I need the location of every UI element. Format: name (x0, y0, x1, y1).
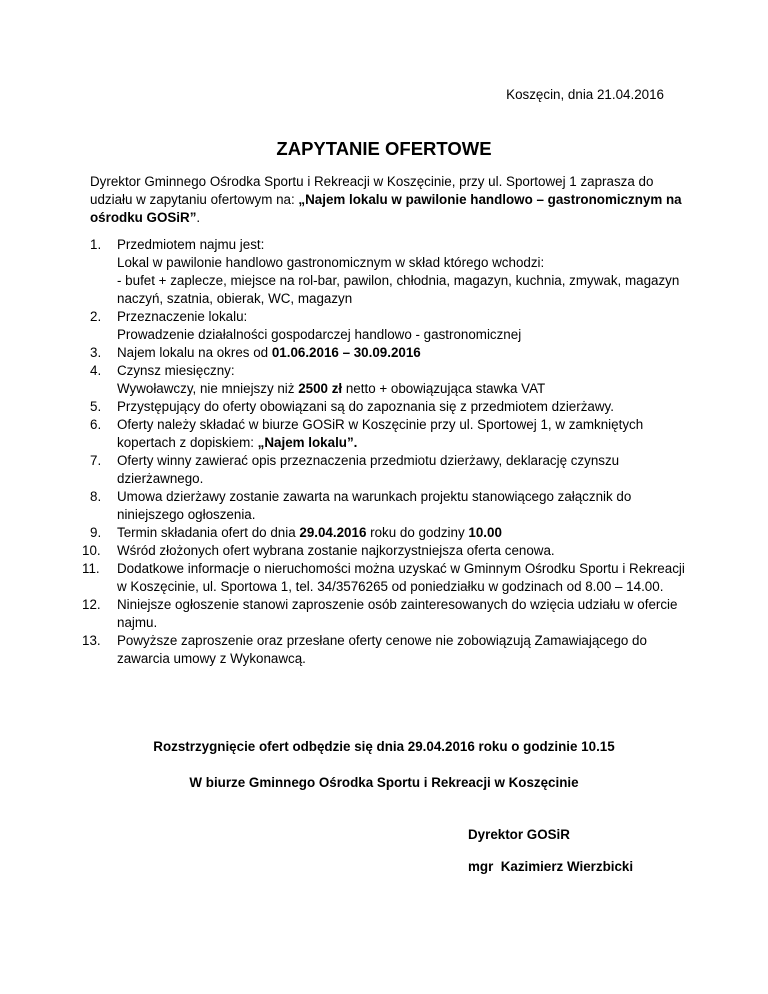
list-item (90, 488, 690, 524)
signature-role: Dyrektor GOSiR (468, 827, 570, 842)
list-item (90, 416, 690, 452)
item-text: Przeznaczenie lokalu: (117, 309, 248, 324)
item-text: netto + obowiązująca stawka VAT (342, 381, 546, 396)
item-bold: 10.00 (468, 525, 502, 540)
item-text: Lokal w pawilonie handlowo gastronomicznym w skład którego wchodzi: (117, 255, 545, 270)
list-item (90, 452, 690, 488)
item-number: 13. (82, 633, 101, 648)
item-bold: 2500 zł (298, 381, 343, 396)
item-number: 6. (90, 417, 102, 432)
item-text: Przystępujący do oferty obowiązani są do zapoznania się z przedmiotem dzierżawy. (117, 399, 614, 414)
date-line: Koszęcin, dnia 21.04.2016 (506, 87, 664, 102)
item-bold: 29.04.2016 (299, 525, 367, 540)
intro-text: Dyrektor Gminnego Ośrodka Sportu i Rekreacji w Koszęcinie, przy ul. Sportowej 1 zaprasza do udziału w zapytaniu ofertowym na: (90, 174, 654, 207)
item-text: - bufet + zaplecze, miejsce na rol-bar, pawilon, chłodnia, magazyn, kuchnia, zmywak, magazyn naczyń, szatnia, obierak, WC, magazyn (117, 273, 680, 306)
item-text: Prowadzenie działalności gospodarczej handlowo - gastronomicznej (117, 327, 522, 342)
item-number: 3. (90, 345, 102, 360)
item-number: 1. (90, 237, 102, 252)
list-item (82, 632, 690, 668)
item-text: Termin składania ofert do dnia (117, 525, 300, 540)
item-text: Przedmiotem najmu jest: (117, 237, 265, 252)
item-text: Powyższe zaproszenie oraz przesłane oferty cenowe nie zobowiązują Zamawiającego do zawarcia umowy z Wykonawcą. (117, 633, 647, 666)
list-item (82, 560, 690, 596)
item-bold: „Najem lokalu”. (257, 435, 358, 450)
list-item (90, 344, 690, 362)
list-item (90, 524, 690, 542)
item-number: 2. (90, 309, 102, 324)
item-text: roku do godziny (366, 525, 469, 540)
item-text: Wywoławczy, nie mniejszy niż (117, 381, 299, 396)
resolution-line: Rozstrzygnięcie ofert odbędzie się dnia 29.04.2016 roku o godzinie 10.15 (153, 739, 615, 754)
item-number: 8. (90, 489, 102, 504)
item-text: Niniejsze ogłoszenie stanowi zaproszenie osób zainteresowanych do wzięcia udziału w ofercie najmu. (117, 597, 678, 630)
list-item (82, 542, 690, 560)
item-text: Czynsz miesięczny: (117, 363, 235, 378)
list-item (90, 308, 690, 344)
intro-paragraph (90, 173, 690, 227)
list-item (90, 362, 690, 398)
item-text: Wśród złożonych ofert wybrana zostanie najkorzystniejsza oferta cenowa. (117, 543, 555, 558)
intro-end: . (196, 210, 201, 225)
signature-name: mgr Kazimierz Wierzbicki (468, 859, 634, 874)
document-title: ZAPYTANIE OFERTOWE (276, 138, 492, 159)
item-number: 7. (90, 453, 102, 468)
list-item (90, 398, 690, 416)
item-bold: 01.06.2016 – 30.09.2016 (271, 345, 421, 360)
item-number: 11. (82, 561, 100, 576)
item-number: 5. (90, 399, 102, 414)
item-number: 10. (82, 543, 101, 558)
terms-list (82, 236, 690, 668)
item-number: 4. (90, 363, 102, 378)
item-text: Oferty należy składać w biurze GOSiR w Koszęcinie przy ul. Sportowej 1, w zamkniętych kopertach z dopiskiem: (117, 417, 644, 450)
list-item (82, 596, 690, 632)
list-item (90, 236, 690, 308)
item-text: Dodatkowe informacje o nieruchomości można uzyskać w Gminnym Ośrodku Sportu i Rekreacji w Koszęcinie, ul. Sportowa 1, tel. 34/3576265 od poniedziałku w godzinach od 8.00 – 14.00. (117, 561, 685, 594)
item-text: Oferty winny zawierać opis przeznaczenia przedmiotu dzierżawy, deklarację czynszu dzierżawnego. (117, 453, 620, 486)
item-text: Najem lokalu na okres od (117, 345, 272, 360)
item-number: 12. (82, 597, 101, 612)
item-number: 9. (90, 525, 102, 540)
location-line: W biurze Gminnego Ośrodka Sportu i Rekreacji w Koszęcinie (189, 775, 579, 790)
intro-subject: „Najem lokalu w pawilonie handlowo – gastronomicznym na ośrodku GOSiR” (90, 192, 682, 225)
item-text: Umowa dzierżawy zostanie zawarta na warunkach projektu stanowiącego załącznik do niniejszego ogłoszenia. (117, 489, 632, 522)
